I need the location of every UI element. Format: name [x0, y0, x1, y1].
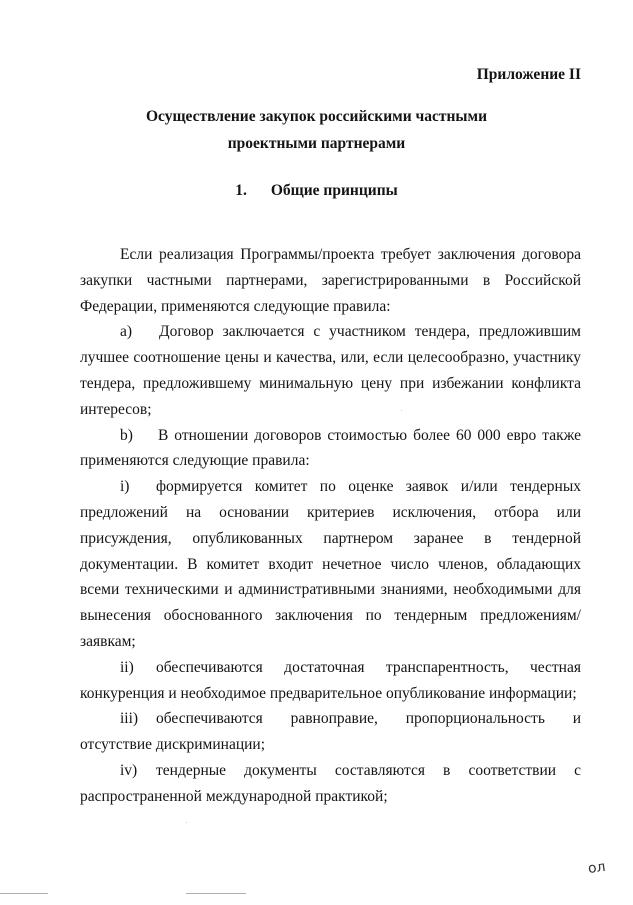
list-marker: a): [120, 323, 133, 341]
scan-speck: [186, 822, 187, 823]
title-line-2: проектными партнерами: [227, 135, 406, 152]
list-item-b: [80, 423, 581, 475]
handwritten-page-mark: ол: [586, 858, 607, 878]
section-number: 1.: [235, 182, 247, 199]
list-item-text: обеспечиваются достаточная транспарентность, честная конкуренция и необходимое предварительное опубликование информации;: [80, 658, 581, 702]
sublist-item-iii: [80, 706, 581, 758]
document-title: [0, 103, 633, 157]
scan-artifact-line: [186, 893, 246, 894]
list-marker: iii): [120, 710, 139, 728]
title-line-1: Осуществление закупок российскими частными: [145, 108, 487, 125]
sublist-item-iv: [80, 758, 581, 810]
list-marker: iv): [120, 761, 138, 779]
list-item-text: обеспечиваются равноправие, пропорциональность и отсутствие дискриминации;: [80, 710, 581, 754]
sublist-item-i: [80, 474, 581, 655]
list-item-a: [80, 319, 581, 422]
intro-paragraph: Если реализация Программы/проекта требует заключения договора закупки частными партнерами, зарегистрированными в Российской Федерации, применяются следующие правила:: [80, 246, 581, 315]
list-item-text: В отношении договоров стоимостью более 60 000 евро также применяются следующие правила:: [80, 426, 581, 470]
section-heading: [0, 182, 633, 200]
list-marker: ii): [120, 658, 134, 676]
scan-artifact-line: [0, 893, 48, 894]
list-item-text: формируется комитет по оценке заявок и/или тендерных предложений на основании критериев исключения, отбора или присуждения, опубликованных партнером заранее в тендерной документации. В комитет входит нечетное число членов, обладающих всеми техническими и административными знаниями, необходимыми для вынесения обоснованного заключения по тендерным предложениям/заявкам;: [80, 478, 581, 650]
scan-speck: [401, 410, 402, 411]
sublist-item-ii: [80, 655, 581, 707]
section-title: Общие принципы: [270, 182, 398, 199]
document-body: [80, 242, 581, 810]
list-item-text: Договор заключается с участником тендера, предложившим лучшее соотношение цены и качества, или, если целесообразно, участнику тендера, предложившему минимальную цену при избежании конфликта интересов;: [80, 323, 581, 418]
annex-label: Приложение II: [476, 66, 581, 83]
list-item-text: тендерные документы составляются в соответствии с распространенной международной практикой;: [80, 761, 581, 805]
list-marker: i): [120, 478, 130, 496]
list-marker: b): [120, 426, 133, 444]
